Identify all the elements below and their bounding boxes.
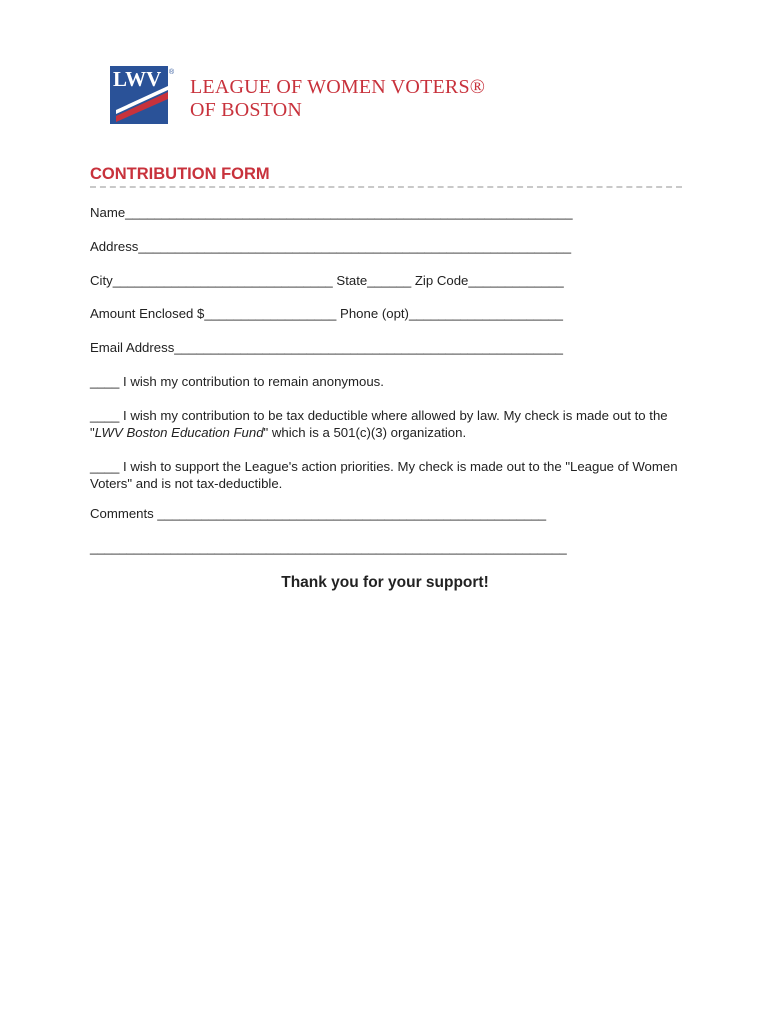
city-state-zip-field: City______________________________ State______ Zip Code_____________ xyxy=(90,273,564,288)
email-field: Email Address_____________________________________________________ xyxy=(90,340,564,355)
logo-text: LWV xyxy=(113,67,162,91)
tax-deductible-option xyxy=(90,407,690,441)
form-title: CONTRIBUTION FORM xyxy=(90,165,270,183)
title-divider xyxy=(90,186,682,188)
comments-field: Comments _____________________________________________________ xyxy=(90,506,547,521)
action-priorities-option: ____ I wish to support the League's action priorities. My check is made out to the "League of Women Voters" and is not tax-deductible. xyxy=(90,459,678,491)
fund-name: LWV Boston Education Fund xyxy=(94,425,264,440)
name-field: Name_____________________________________________________________ xyxy=(90,205,573,220)
organization-name xyxy=(190,76,485,122)
address-field: Address___________________________________________________________ xyxy=(90,239,572,254)
tax-option-suffix: " which is a 501(c)(3) organization. xyxy=(263,425,467,440)
thank-you-message: Thank you for your support! xyxy=(281,574,489,591)
org-name-line1: LEAGUE OF WOMEN VOTERS® xyxy=(190,76,486,98)
amount-phone-field: Amount Enclosed $__________________ Phone (opt)_____________________ xyxy=(90,306,563,321)
tax-option-text: ____ I wish my contribution to be tax deductible where allowed by law. My check is made out to the " xyxy=(90,408,668,440)
lwv-logo xyxy=(110,66,176,124)
org-name-line2: OF BOSTON xyxy=(190,99,303,121)
svg-text:®: ® xyxy=(169,69,175,76)
anonymous-option: ____ I wish my contribution to remain anonymous. xyxy=(90,374,384,389)
comments-field-line2: _________________________________________________________________ xyxy=(90,540,567,555)
